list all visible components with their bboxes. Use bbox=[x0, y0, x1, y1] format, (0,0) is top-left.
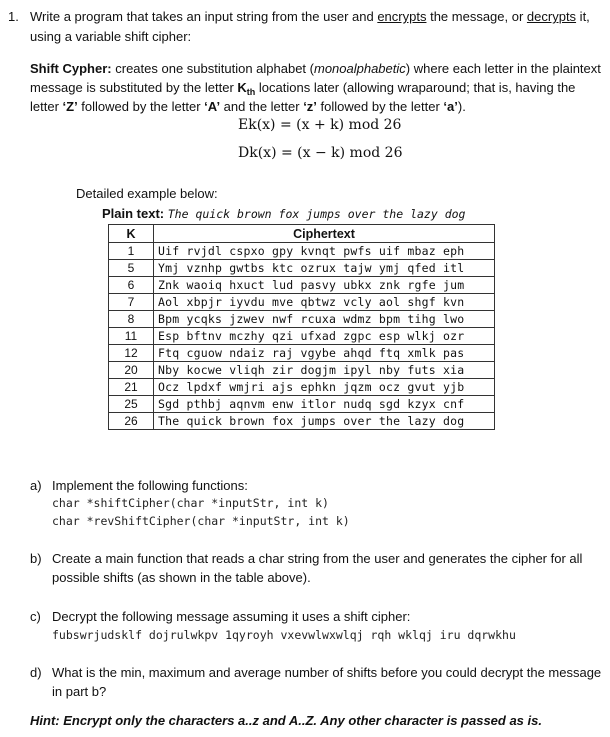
definition-text-8: followed by the letter bbox=[316, 99, 444, 114]
definition-text-4: locations later (allowing wraparound; that is, having the bbox=[255, 80, 576, 95]
table-row bbox=[109, 396, 495, 413]
part-b-line-1: Create a main function that reads a char string from the user and generates the cipher for all bbox=[52, 551, 583, 566]
k-cell: 5 bbox=[109, 260, 154, 277]
k-cell: 11 bbox=[109, 328, 154, 345]
question-line-2: using a variable shift cipher: bbox=[30, 29, 192, 44]
decrypts-word: decrypts bbox=[526, 9, 577, 24]
letter-z: ‘z’ bbox=[303, 99, 317, 114]
k-cell: 26 bbox=[109, 413, 154, 430]
k-cell: 12 bbox=[109, 345, 154, 362]
definition-text-2: ) where each letter in the plaintext bbox=[405, 61, 601, 76]
table-row bbox=[109, 243, 495, 260]
k-cell: 7 bbox=[109, 294, 154, 311]
k-cell: 6 bbox=[109, 277, 154, 294]
definition-text-5: letter bbox=[30, 99, 63, 114]
k-cell: 8 bbox=[109, 311, 154, 328]
cipher-cell: Znk waoiq hxuct lud pasvy ubkx znk rgfe jum bbox=[154, 277, 495, 294]
definition-line-2 bbox=[30, 80, 575, 97]
cipher-cell: Ymj vznhp gwtbs ktc ozrux tajw ymj qfed itl bbox=[154, 260, 495, 277]
encrypt-formula: Ek(x) = (x + k) mod 26 bbox=[238, 117, 402, 133]
part-a-code-2: char *revShiftCipher(char *inputStr, int k) bbox=[52, 514, 350, 528]
definition-text-1: creates one substitution alphabet ( bbox=[111, 61, 314, 76]
question-number: 1. bbox=[8, 9, 19, 24]
part-d-line-2: in part b? bbox=[52, 684, 107, 699]
cipher-cell: Nby kocwe vliqh zir dogjm ipyl nby futs xia bbox=[154, 362, 495, 379]
cipher-cell: Ftq cguow ndaiz raj vgybe ahqd ftq xmlk pas bbox=[154, 345, 495, 362]
k-cell: 20 bbox=[109, 362, 154, 379]
cipher-cell: Esp bftnv mczhy qzi ufxad zgpc esp wlkj ozr bbox=[154, 328, 495, 345]
part-a-code-1: char *shiftCipher(char *inputStr, int k) bbox=[52, 496, 329, 510]
table-row bbox=[109, 379, 495, 396]
cipher-cell: Bpm ycqks jzwev nwf rcuxa wdmz bpm tihg lwo bbox=[154, 311, 495, 328]
question-line-1 bbox=[30, 9, 590, 24]
plain-text-line bbox=[102, 206, 465, 221]
question-text-b: the message, or bbox=[426, 9, 527, 24]
table-row bbox=[109, 294, 495, 311]
cipher-cell: Aol xbpjr iyvdu mve qbtwz vcly aol shgf kvn bbox=[154, 294, 495, 311]
k-cell: 1 bbox=[109, 243, 154, 260]
cipher-cell: Sgd pthbj aqnvm enw itlor nudq sgd kzyx cnf bbox=[154, 396, 495, 413]
part-c-text: Decrypt the following message assuming it uses a shift cipher: bbox=[52, 609, 411, 624]
monoalphabetic-word: monoalphabetic bbox=[313, 61, 406, 76]
definition-line-3 bbox=[30, 99, 466, 114]
table-row bbox=[109, 362, 495, 379]
table-row bbox=[109, 277, 495, 294]
table-header-row bbox=[109, 225, 495, 243]
cipher-cell: The quick brown fox jumps over the lazy dog bbox=[154, 413, 495, 430]
definition-text-6: followed by the letter bbox=[77, 99, 205, 114]
table-row bbox=[109, 328, 495, 345]
part-c-label: c) bbox=[30, 609, 41, 624]
table-row bbox=[109, 260, 495, 277]
cipher-table bbox=[108, 224, 495, 430]
question-text-c: it, bbox=[576, 9, 590, 24]
letter-A: ‘A’ bbox=[204, 99, 221, 114]
definition-text-9: ). bbox=[457, 99, 466, 114]
hint-text: Hint: Encrypt only the characters a..z and A..Z. Any other character is passed as is. bbox=[30, 713, 542, 728]
decrypt-formula: Dk(x) = (x − k) mod 26 bbox=[238, 145, 403, 161]
definition-text-7: and the letter bbox=[220, 99, 304, 114]
table-row bbox=[109, 413, 495, 430]
encrypts-word: encrypts bbox=[377, 9, 427, 24]
definition-title: Shift Cypher: bbox=[30, 61, 112, 76]
part-c-cipher: fubswrjudsklf dojrulwkpv 1qyroyh vxevwlwxwlqj rqh wklqj iru dqrwkhu bbox=[52, 628, 516, 642]
table-row bbox=[109, 311, 495, 328]
part-d-label: d) bbox=[30, 665, 42, 680]
definition-line-1 bbox=[30, 61, 601, 76]
definition-text-3: message is substituted by the letter bbox=[30, 80, 238, 95]
table-row bbox=[109, 345, 495, 362]
th-subscript: th bbox=[246, 87, 256, 97]
k-cell: 25 bbox=[109, 396, 154, 413]
letter-Z: ‘Z’ bbox=[62, 99, 78, 114]
part-b-line-2: possible shifts (as shown in the table above). bbox=[52, 570, 311, 585]
question-text-a: Write a program that takes an input string from the user and bbox=[30, 9, 378, 24]
part-d-line-1: What is the min, maximum and average number of shifts before you could decrypt the message bbox=[52, 665, 602, 680]
part-b-label: b) bbox=[30, 551, 42, 566]
part-a-label: a) bbox=[30, 478, 42, 493]
header-k: K bbox=[109, 225, 154, 243]
part-a-text: Implement the following functions: bbox=[52, 478, 248, 493]
k-cell: 21 bbox=[109, 379, 154, 396]
example-heading: Detailed example below: bbox=[76, 186, 218, 201]
cipher-cell: Uif rvjdl cspxo gpy kvnqt pwfs uif mbaz eph bbox=[154, 243, 495, 260]
letter-a: ‘a’ bbox=[443, 99, 458, 114]
cipher-cell: Ocz lpdxf wmjri ajs ephkn jqzm ocz gvut yjb bbox=[154, 379, 495, 396]
header-ciphertext: Ciphertext bbox=[154, 225, 495, 243]
plain-text-label: Plain text: bbox=[102, 206, 165, 221]
k-symbol: K bbox=[237, 80, 247, 95]
plain-text-value: The quick brown fox jumps over the lazy dog bbox=[167, 207, 466, 221]
